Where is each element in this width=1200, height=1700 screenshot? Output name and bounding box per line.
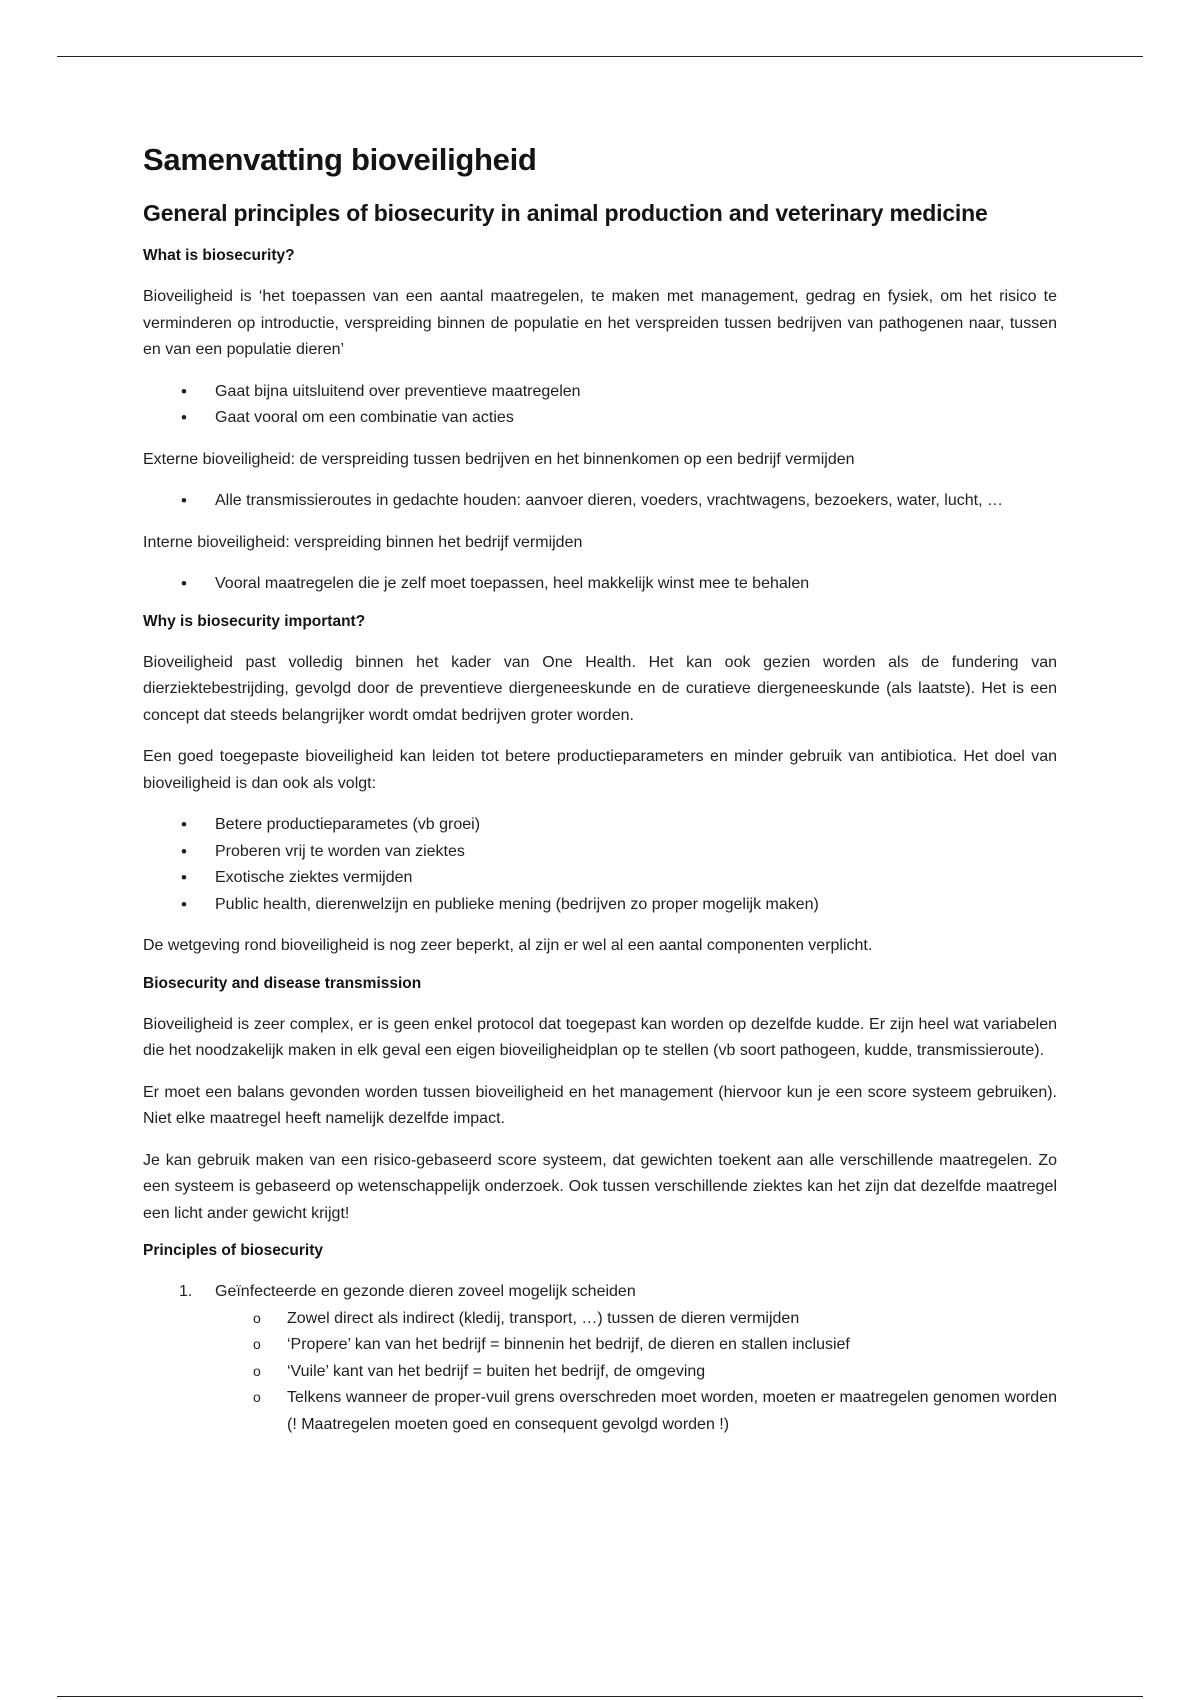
paragraph: Interne bioveiligheid: verspreiding binnen het bedrijf vermijden — [143, 533, 583, 551]
bullet-item: • Public health, dierenwelzijn en publieke mening (bedrijven zo proper mogelijk maken) — [143, 892, 1057, 919]
item-number: 1. — [179, 1283, 193, 1300]
bullet-list — [143, 488, 1057, 515]
paragraph: Je kan gebruik maken van een risico-gebaseerd score systeem, dat gewichten toekent aan alle verschillende maatregelen. Zo een systeem is gebaseerd op wetenschappelijk onderzoek. Ook tussen verschillende ziektes kan het zijn dat dezelfde maatregel een licht ander gewicht krijgt! — [143, 1151, 1057, 1222]
paragraph: Bioveiligheid is zeer complex, er is geen enkel protocol dat toegepast kan worden op dezelfde kudde. Er zijn heel wat variabelen die het noodzakelijk maken in elk geval een eigen bioveiligheidplan op te stellen (vb soort pathogeen, kudde, transmissieroute). — [143, 1015, 1057, 1059]
sub-item: o Telkens wanneer de proper-vuil grens overschreden moet worden, moeten er maatregelen genomen worden (! Maatregelen moeten goed en consequent gevolgd worden !) — [215, 1385, 1057, 1438]
bullet-item: • Gaat vooral om een combinatie van acties — [143, 405, 1057, 432]
numbered-item — [143, 1279, 1057, 1438]
section-heading-principles: Principles of biosecurity — [143, 1242, 324, 1259]
document-body — [143, 142, 1057, 1453]
item-text: Geïnfecteerde en gezonde dieren zoveel mogelijk scheiden — [215, 1283, 636, 1300]
section-heading-what: What is biosecurity? — [143, 247, 295, 264]
paragraph: Bioveiligheid is ‘het toepassen van een aantal maatregelen, te maken met management, gedrag en fysiek, om het risico te verminderen op introductie, verspreiding binnen de populatie en het verspreiden tussen bedrijven van pathogenen naar, tussen en van een populatie dieren’ — [143, 288, 1057, 358]
sub-list — [215, 1306, 1057, 1439]
bullet-item: • Alle transmissieroutes in gedachte houden: aanvoer dieren, voeders, vrachtwagens, bezoekers, water, lucht, … — [143, 488, 1057, 515]
sub-item: o Zowel direct als indirect (kledij, transport, …) tussen de dieren vermijden — [215, 1306, 1057, 1333]
paragraph: De wetgeving rond bioveiligheid is nog zeer beperkt, al zijn er wel al een aantal componenten verplicht. — [143, 937, 873, 954]
bullet-list — [143, 812, 1057, 918]
document-title: Samenvatting bioveiligheid — [143, 142, 537, 177]
document-subtitle: General principles of biosecurity in animal production and veterinary medicine — [143, 200, 988, 226]
bullet-item: • Gaat bijna uitsluitend over preventieve maatregelen — [143, 379, 1057, 406]
bullet-list — [143, 379, 1057, 432]
numbered-list — [143, 1279, 1057, 1438]
bullet-item: • Proberen vrij te worden van ziektes — [143, 839, 1057, 866]
header-rule — [57, 56, 1143, 57]
bullet-item: • Betere productieparametes (vb groei) — [143, 812, 1057, 839]
paragraph: Bioveiligheid past volledig binnen het kader van One Health. Het kan ook gezien worden als de fundering van dierziektebestrijding, gevolgd door de preventieve diergeneeskunde en de curatieve diergeneeskunde (als laatste). Het is een concept dat steeds belangrijker wordt omdat bedrijven groter worden. — [143, 653, 1057, 724]
sub-item: o ‘Propere’ kan van het bedrijf = binnenin het bedrijf, de dieren en stallen inclusief — [215, 1332, 1057, 1359]
paragraph: Een goed toegepaste bioveiligheid kan leiden tot betere productieparameters en minder gebruik van antibiotica. Het doel van bioveiligheid is dan ook als volgt: — [143, 748, 1057, 792]
paragraph: Er moet een balans gevonden worden tussen bioveiligheid en het management (hiervoor kun je een score systeem gebruiken). Niet elke maatregel heeft namelijk dezelfde impact. — [143, 1083, 1057, 1127]
bullet-item: • Exotische ziektes vermijden — [143, 865, 1057, 892]
bullet-item: • Vooral maatregelen die je zelf moet toepassen, heel makkelijk winst mee te behalen — [143, 571, 1057, 598]
section-heading-why: Why is biosecurity important? — [143, 612, 366, 630]
footer-rule — [57, 1696, 1143, 1697]
bullet-list — [143, 571, 1057, 598]
paragraph: Externe bioveiligheid: de verspreiding tussen bedrijven en het binnenkomen op een bedrijf vermijden — [143, 450, 855, 468]
section-heading-transmission: Biosecurity and disease transmission — [143, 974, 422, 992]
sub-item: o ‘Vuile’ kant van het bedrijf = buiten het bedrijf, de omgeving — [215, 1359, 1057, 1386]
